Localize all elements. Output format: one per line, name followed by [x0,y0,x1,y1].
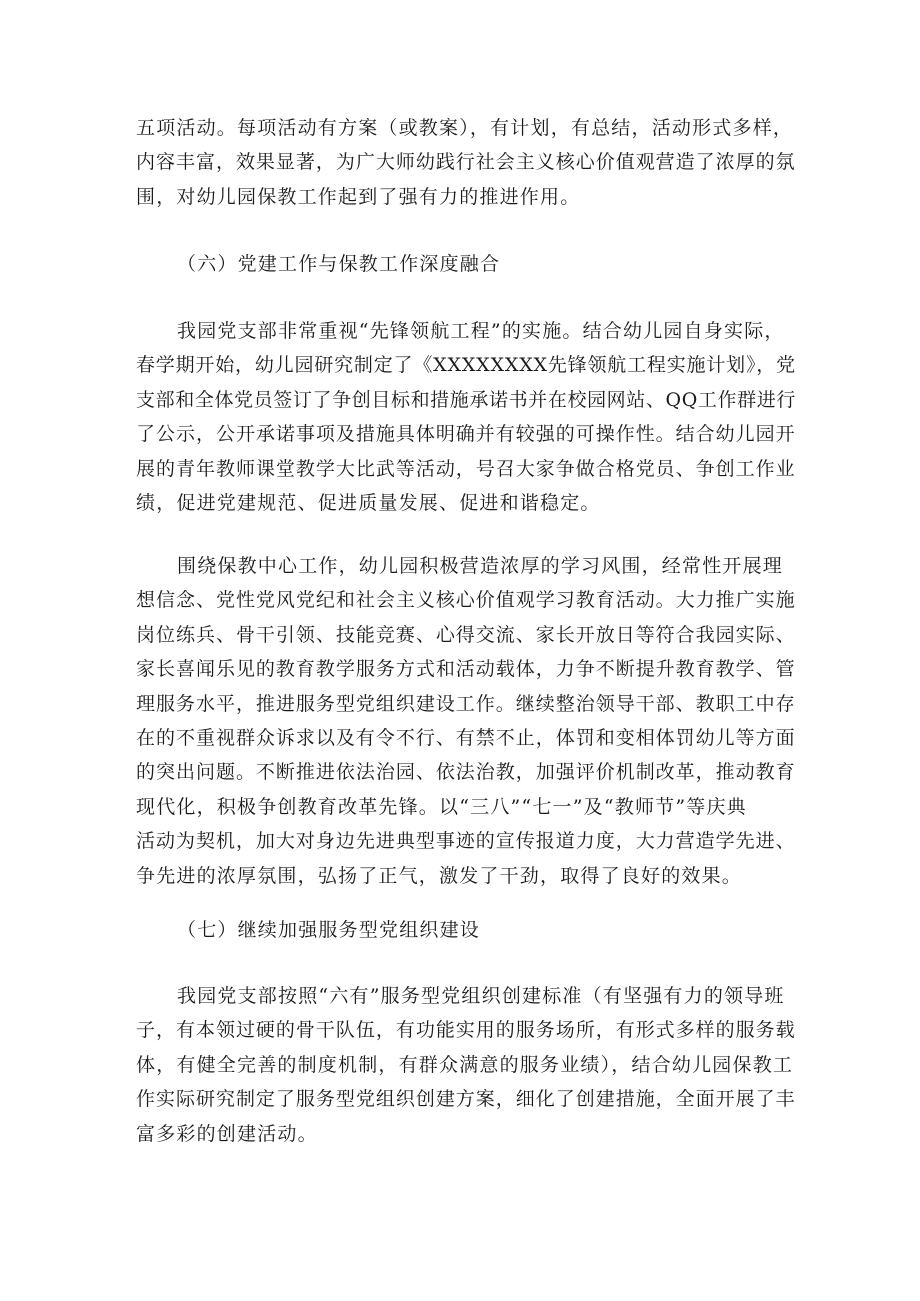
text-line: 我园党支部非常重视“先锋领航工程”的实施。结合幼儿园自身实际， [177,320,785,342]
text-line: 围，对幼儿园保教工作起到了强有力的推进作用。 [136,185,581,208]
text-line: 展的青年教师课堂教学大比武等活动，号召大家争做合格党员、争创工作业 [136,457,796,480]
paragraph-pioneer-project [136,314,796,520]
text-line: 子，有本领过硬的骨干队伍，有功能实用的服务场所，有形式多样的服务载 [136,1019,796,1042]
paragraph-service-party-org [136,979,796,1151]
paragraph-activities-summary [136,111,796,214]
text-line: 岗位练兵、骨干引领、技能竞赛、心得交流、家长开放日等符合我园实际、 [136,623,796,646]
text-line: 想信念、党性党风党纪和社会主义核心价值观学习教育活动。大力推广实施 [136,589,796,612]
text-line: 我园党支部按照“六有”服务型党组织创建标准（有坚强有力的领导班 [177,985,785,1007]
text-line: 绩，促进党建规范、促进质量发展、促进和谐稳定。 [136,492,601,515]
text-line: 内容丰富，效果显著，为广大师幼践行社会主义核心价值观营造了浓厚的氛 [136,151,796,174]
text-line: 了公示，公开承诺事项及措施具体明确并有较强的可操作性。结合幼儿园开 [136,423,796,446]
section-heading-6: （六）党建工作与保教工作深度融合 [177,253,501,275]
paragraph-learning-atmosphere [136,549,796,893]
text-line: 家长喜闻乐见的教育教学服务方式和活动载体，力争不断提升教育教学、管 [136,658,796,681]
text-line: 理服务水平，推进服务型党组织建设工作。继续整治领导干部、教职工中存 [136,692,796,715]
text-line: 在的不重视群众诉求以及有令不行、有禁不止，体罚和变相体罚幼儿等方面 [136,727,796,750]
text-line: 春学期开始，幼儿园研究制定了《XXXXXXXX先锋领航工程实施计划》，党 [136,354,796,377]
text-line: 的突出问题。不断推进依法治园、依法治教，加强评价机制改革，推动教育 [136,761,796,784]
text-line: 现代化，积极争创教育改革先锋。以“三八”“七一”及“教师节”等庆典 [136,795,747,818]
text-line: 作实际研究制定了服务型党组织创建方案，细化了创建措施，全面开展了丰 [136,1088,796,1111]
text-line: 活动为契机，加大对身边先进典型事迹的宣传报道力度，大力营造学先进、 [136,830,796,853]
text-line: 围绕保教中心工作，幼儿园积极营造浓厚的学习风围，经常性开展理 [177,555,784,577]
text-line: 五项活动。每项活动有方案（或教案），有计划，有总结，活动形式多样， [136,117,794,139]
text-line: 富多彩的创建活动。 [136,1122,318,1145]
text-line: 支部和全体党员签订了争创目标和措施承诺书并在校园网站、QQ工作群进行 [136,388,796,411]
text-line: 争先进的浓厚氛围，弘扬了正气，激发了干劲，取得了良好的效果。 [136,864,743,887]
text-line: 体，有健全完善的制度机制，有群众满意的服务业绩），结合幼儿园保教工 [136,1053,794,1076]
section-heading-7: （七）继续加强服务型党组织建设 [177,919,481,941]
